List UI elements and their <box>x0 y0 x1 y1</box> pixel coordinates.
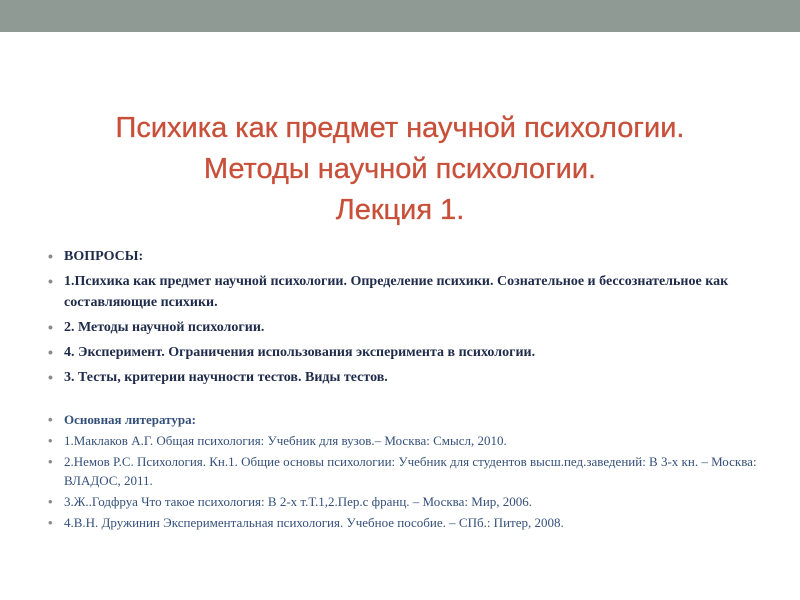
list-item: • 1.Психика как предмет научной психологии. Определение психики. Сознательное и бессознательное как составляющие психики. <box>48 271 760 313</box>
list-item: • 4.В.Н. Дружинин Экспериментальная психология. Учебное пособие. – СПб.: Питер, 2008. <box>48 513 760 532</box>
title-line: Методы научной психологии. <box>203 153 597 185</box>
list-item: • ВОПРОСЫ: <box>48 246 760 267</box>
list-item: • 1.Маклаков А.Г. Общая психология: Учебник для вузов.– Москва: Смысл, 2010. <box>48 431 760 450</box>
list-item: • 2.Немов Р.С. Психология. Кн.1. Общие основы психологии: Учебник для студентов высш.пед.заведений: В 3-х кн. – Москва: ВЛАДОС, 2011. <box>48 452 760 490</box>
literature-heading: • Основная литература: <box>48 410 760 429</box>
list-item: • 3.Ж..Годфруа Что такое психология: В 2-х т.Т.1,2.Пер.с франц. – Москва: Мир, 2006. <box>48 492 760 511</box>
top-band <box>0 0 800 32</box>
slide-title <box>20 108 780 231</box>
spacer <box>48 392 760 410</box>
title-line: Психика как предмет научной психологии. <box>115 112 685 144</box>
literature-list <box>48 410 760 532</box>
slide-content <box>48 246 760 534</box>
list-item: • 4. Эксперимент. Ограничения использования эксперимента в психологии. <box>48 342 760 363</box>
questions-list <box>48 246 760 388</box>
list-item: • 3. Тесты, критерии научности тестов. Виды тестов. <box>48 367 760 388</box>
title-line: Лекция 1. <box>335 194 465 226</box>
list-item: • 2. Методы научной психологии. <box>48 317 760 338</box>
